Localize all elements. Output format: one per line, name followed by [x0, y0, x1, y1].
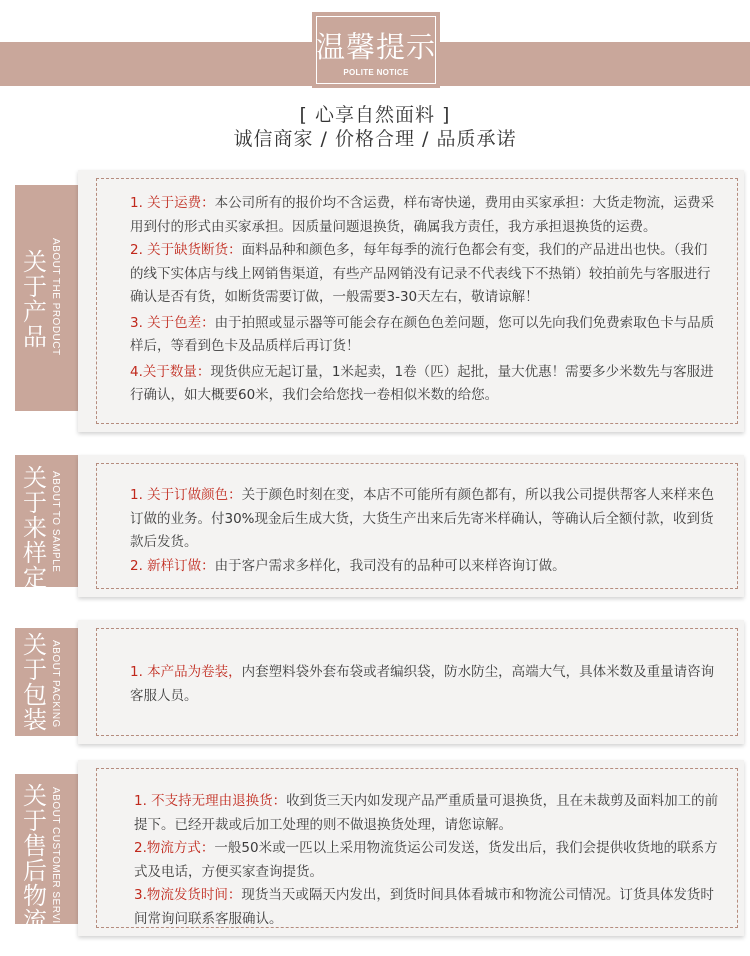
section-content: [130, 661, 720, 708]
item-label: 3. 关于色差：: [130, 314, 215, 331]
section-card: [78, 455, 744, 597]
page-title: 温馨提示: [315, 30, 436, 64]
item-label: 2. 关于缺货断货：: [130, 242, 242, 258]
list-item: [130, 192, 720, 239]
section-content: [134, 790, 720, 931]
list-item: [134, 837, 720, 884]
section-tab: [15, 774, 78, 939]
section-tab: [15, 455, 78, 617]
item-label: 2. 新样订做：: [130, 557, 215, 574]
item-text: 面料品种和颜色多，每年每季的流行色都会有变，我们的产品进出也快。（我们的线下实体店与线上网销售渠道，有些产品网销没有记录不代表线下不热销）较拍前先与客服进行确认是否有货，如断货需要订做，一般需要3-30天左右，敬请谅解！: [130, 242, 711, 305]
section-content: [130, 192, 720, 408]
list-item: [130, 312, 720, 359]
section-tab: [15, 628, 78, 736]
item-text: 内套塑料袋外套布袋或者编织袋，防水防尘，高端大气，具体米数及重量请咨询客服人员。: [130, 664, 715, 704]
section-card: [78, 760, 744, 936]
list-item: [134, 884, 720, 931]
item-label: 3.物流发货时间：: [134, 887, 242, 903]
list-item: [130, 484, 720, 555]
slogan-line-1: [ 心享自然面料 ]: [299, 104, 451, 126]
page-subtitle: POLITE NOTICE: [343, 68, 409, 77]
section-tab-subtitle: ABOUT THE PRODUCT: [50, 238, 61, 356]
item-label: 1. 不支持无理由退换货：: [134, 793, 287, 809]
item-text: 由于拍照或显示器等可能会存在颜色色差问题，您可以先向我们免费索取色卡与品质样后，等看到色卡及品质样后再订货！: [130, 314, 715, 354]
item-text: 关于颜色时刻在变，本店不可能所有颜色都有，所以我公司提供帮客人来样来色订做的业务。付30%现金后生成大货，大货生产出来后先寄米样确认，等确认后全额付款，收到货款后发货。: [130, 487, 715, 550]
item-label: 1. 本产品为卷装，: [130, 664, 242, 680]
item-label: 4.关于数量：: [130, 363, 211, 380]
section-tab: [15, 185, 78, 411]
section-content: [130, 484, 720, 578]
item-text: 由于客户需求多样化，我司没有的品种可以来样咨询订做。: [214, 557, 566, 574]
section-card: [78, 620, 744, 744]
section-tab-title: 关于来样定制: [23, 464, 47, 617]
item-text: 本公司所有的报价均不含运费，样布寄快递，费用由买家承担：大货走物流，运费采用到付的形式由买家承担。因质量问题退换货，确属我方责任，我方承担退换货的运费。: [130, 195, 715, 235]
section-tab-title: 关于售后物流: [23, 782, 47, 935]
list-item: [130, 361, 720, 408]
section-tab-subtitle: ABOUT CUSTOMER SERVICE: [50, 787, 61, 939]
item-text: 现货当天或隔天内发出，到货时间具体看城市和物流公司情况。订货具体发货时间常询问联系客服确认。: [134, 887, 714, 927]
item-text: 一般50米或一匹以上采用物流货运公司发送，货发出后，我们会提供收货地的联系方式及电话，方便买家查询提货。: [134, 840, 718, 880]
list-item: [130, 239, 720, 310]
item-label: 1. 关于订做颜色：: [130, 487, 242, 503]
item-text: 收到货三天内如发现产品严重质量可退换货，且在未裁剪及面料加工的前提下。已经开裁或后加工处理的则不做退换货处理，请您谅解。: [134, 793, 719, 833]
item-label: 2.物流方式：: [134, 840, 215, 856]
section-tab-subtitle: ABOUT TO SAMPLE: [50, 471, 61, 573]
list-item: [134, 790, 720, 837]
list-item: [130, 555, 720, 579]
section-tab-title: 关于产品: [23, 248, 47, 351]
section-tab-subtitle: ABOUT PACKING: [50, 640, 61, 728]
section-tab-title: 关于包装: [23, 631, 47, 734]
item-text: 现货供应无起订量，1米起卖，1卷（匹）起批，量大优惠！需要多少米数先与客服进行确认，如大概要60米，我们会给您找一卷相似米数的给您。: [130, 363, 714, 403]
section-card: [78, 170, 744, 432]
title-badge: [312, 12, 440, 88]
item-label: 1. 关于运费：: [130, 195, 215, 211]
slogan-line-2: 诚信商家 / 价格合理 / 品质承诺: [233, 128, 517, 150]
list-item: [130, 661, 720, 708]
